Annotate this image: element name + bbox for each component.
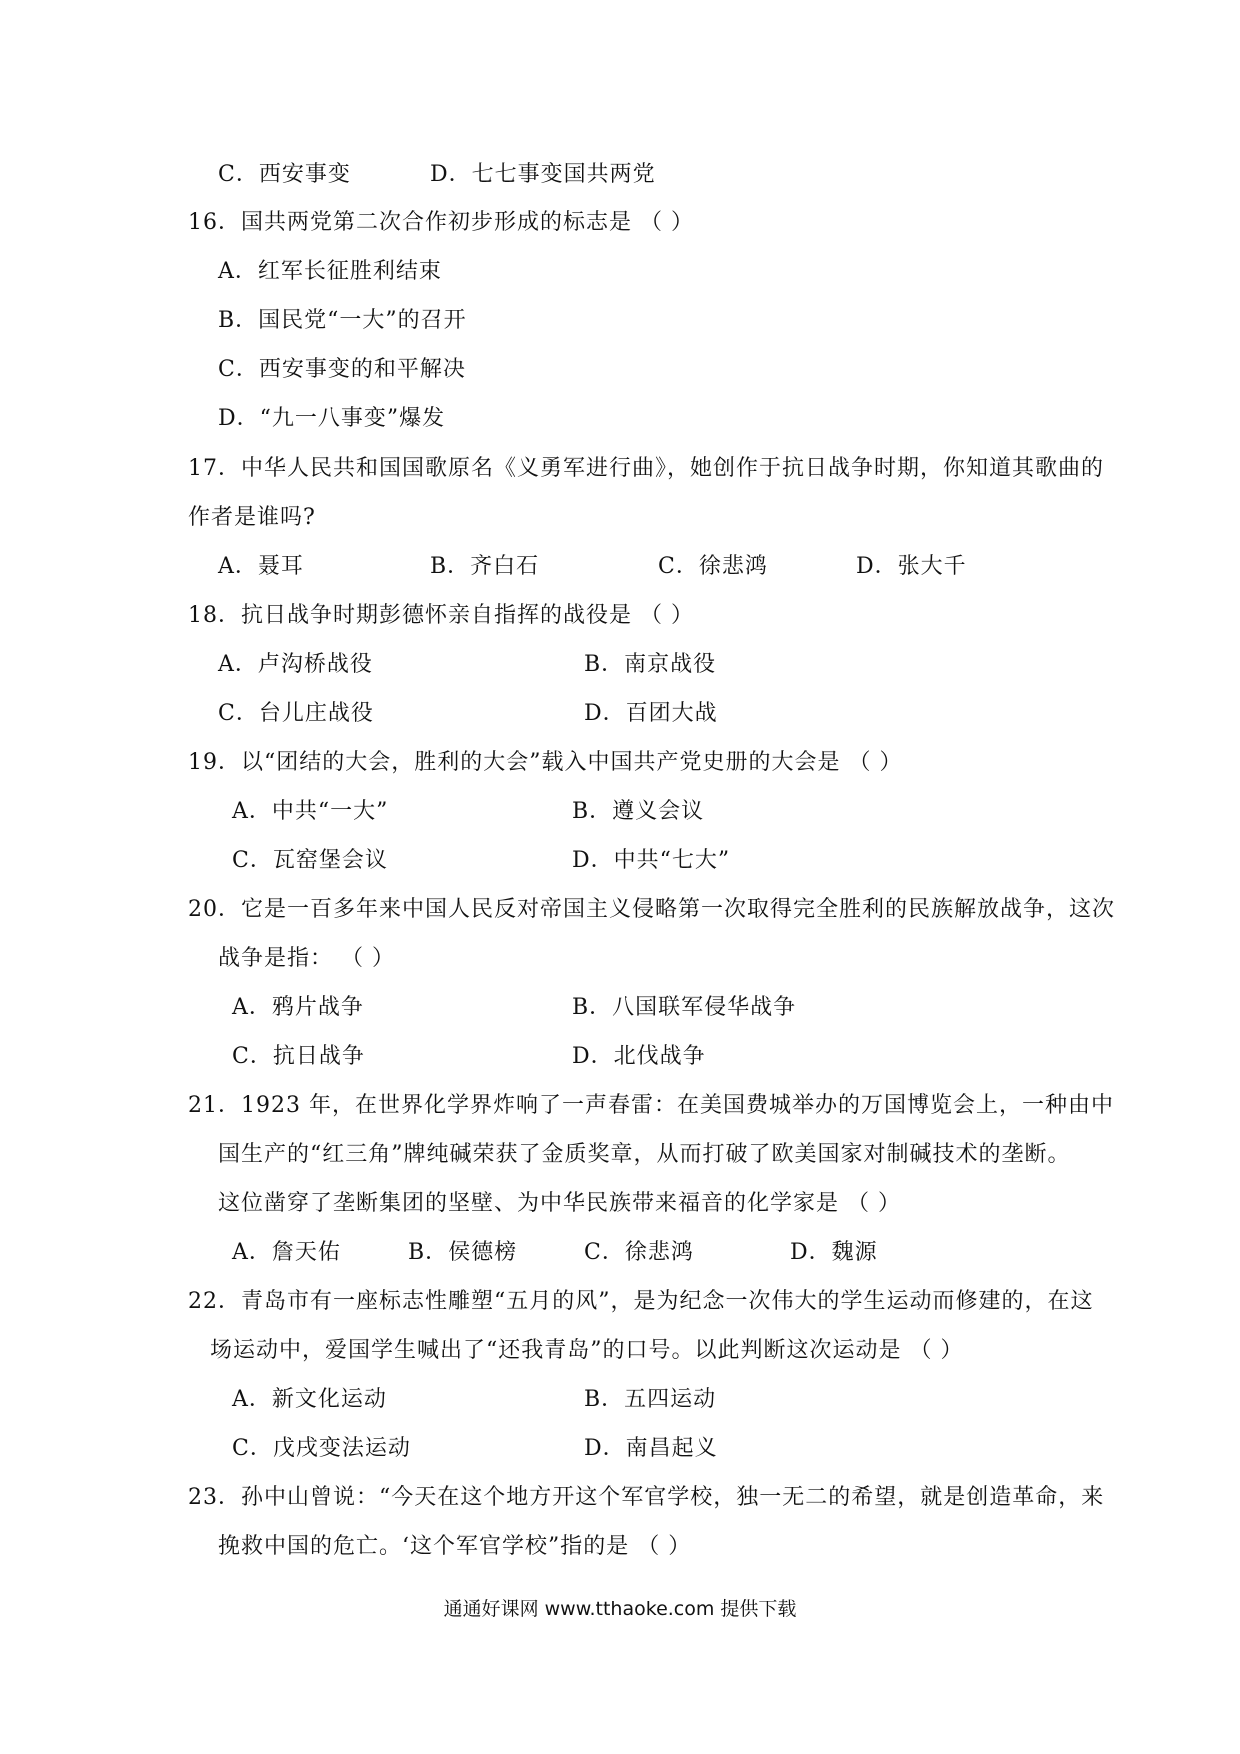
q22-option-a: A．新文化运动 <box>232 1387 387 1412</box>
q20-option-d: D．北伐战争 <box>572 1044 706 1069</box>
q15-option-c: C．西安事变 <box>218 162 351 187</box>
q19-stem: 19．以“团结的大会，胜利的大会”载入中国共产党史册的大会是 （ ） <box>188 750 903 775</box>
q20-option-c: C．抗日战争 <box>232 1044 365 1069</box>
q17-option-b: B．齐白石 <box>430 554 540 579</box>
q19-option-d: D．中共“七大” <box>572 848 731 873</box>
q18-option-b: B．南京战役 <box>584 652 717 677</box>
q22-stem-line2: 场运动中，爱国学生喊出了“还我青岛”的口号。以此判断这次运动是 （ ） <box>210 1338 964 1363</box>
page-footer: 通通好课网 www.tthaoke.com 提供下载 <box>443 1598 797 1620</box>
q21-stem-line1: 21．1923 年，在世界化学界炸响了一声春雷：在美国费城举办的万国博览会上，一种由中 <box>188 1093 1114 1118</box>
q17-option-a: A．聂耳 <box>218 554 304 579</box>
q16-stem: 16．国共两党第二次合作初步形成的标志是 （ ） <box>188 210 694 235</box>
q18-stem: 18．抗日战争时期彭德怀亲自指挥的战役是 （ ） <box>188 603 694 628</box>
q23-stem-line2: 挽救中国的危亡。‘这个军官学校”指的是 （ ） <box>218 1534 692 1559</box>
q16-option-c: C．西安事变的和平解决 <box>218 357 466 382</box>
q15-option-d: D．七七事变国共两党 <box>430 162 656 187</box>
q22-option-b: B．五四运动 <box>584 1387 717 1412</box>
q20-stem-line2: 战争是指： （ ） <box>218 946 395 971</box>
q22-stem-line1: 22．青岛市有一座标志性雕塑“五月的风”，是为纪念一次伟大的学生运动而修建的，在这 <box>188 1289 1094 1314</box>
q22-option-c: C．戊戌变法运动 <box>232 1436 411 1461</box>
q16-option-b: B．国民党“一大”的召开 <box>218 308 467 333</box>
q21-option-a: A．詹天佑 <box>232 1240 341 1265</box>
q17-stem-line1: 17．中华人民共和国国歌原名《义勇军进行曲》，她创作于抗日战争时期，你知道其歌曲的 <box>188 456 1104 481</box>
q19-option-c: C．瓦窑堡会议 <box>232 848 388 873</box>
q21-option-b: B．侯德榜 <box>408 1240 518 1265</box>
q17-stem-line2: 作者是谁吗? <box>188 505 316 530</box>
q23-stem-line1: 23．孙中山曾说：“今天在这个地方开这个军官学校，独一无二的希望，就是创造革命，来 <box>188 1485 1105 1510</box>
q19-option-b: B．遵义会议 <box>572 799 705 824</box>
q18-option-c: C．台儿庄战役 <box>218 701 374 726</box>
q18-option-d: D．百团大战 <box>584 701 718 726</box>
q20-option-b: B．八国联军侵华战争 <box>572 995 797 1020</box>
q21-option-c: C．徐悲鸿 <box>584 1240 694 1265</box>
q18-option-a: A．卢沟桥战役 <box>218 652 373 677</box>
q20-option-a: A．鸦片战争 <box>232 995 364 1020</box>
q21-stem-line3: 这位凿穿了垄断集团的坚壁、为中华民族带来福音的化学家是 （ ） <box>218 1191 901 1216</box>
q20-stem-line1: 20．它是一百多年来中国人民反对帝国主义侵略第一次取得完全胜利的民族解放战争，这次 <box>188 897 1115 922</box>
q21-option-d: D．魏源 <box>790 1240 878 1265</box>
q19-option-a: A．中共“一大” <box>232 799 389 824</box>
q16-option-a: A．红军长征胜利结束 <box>218 259 442 284</box>
q22-option-d: D．南昌起义 <box>584 1436 718 1461</box>
q17-option-c: C．徐悲鸿 <box>658 554 768 579</box>
q21-stem-line2: 国生产的“红三角”牌纯碱荣获了金质奖章，从而打破了欧美国家对制碱技术的垄断。 <box>218 1142 1071 1167</box>
q17-option-d: D．张大千 <box>856 554 967 579</box>
q16-option-d: D．“九一八事变”爆发 <box>218 406 446 431</box>
